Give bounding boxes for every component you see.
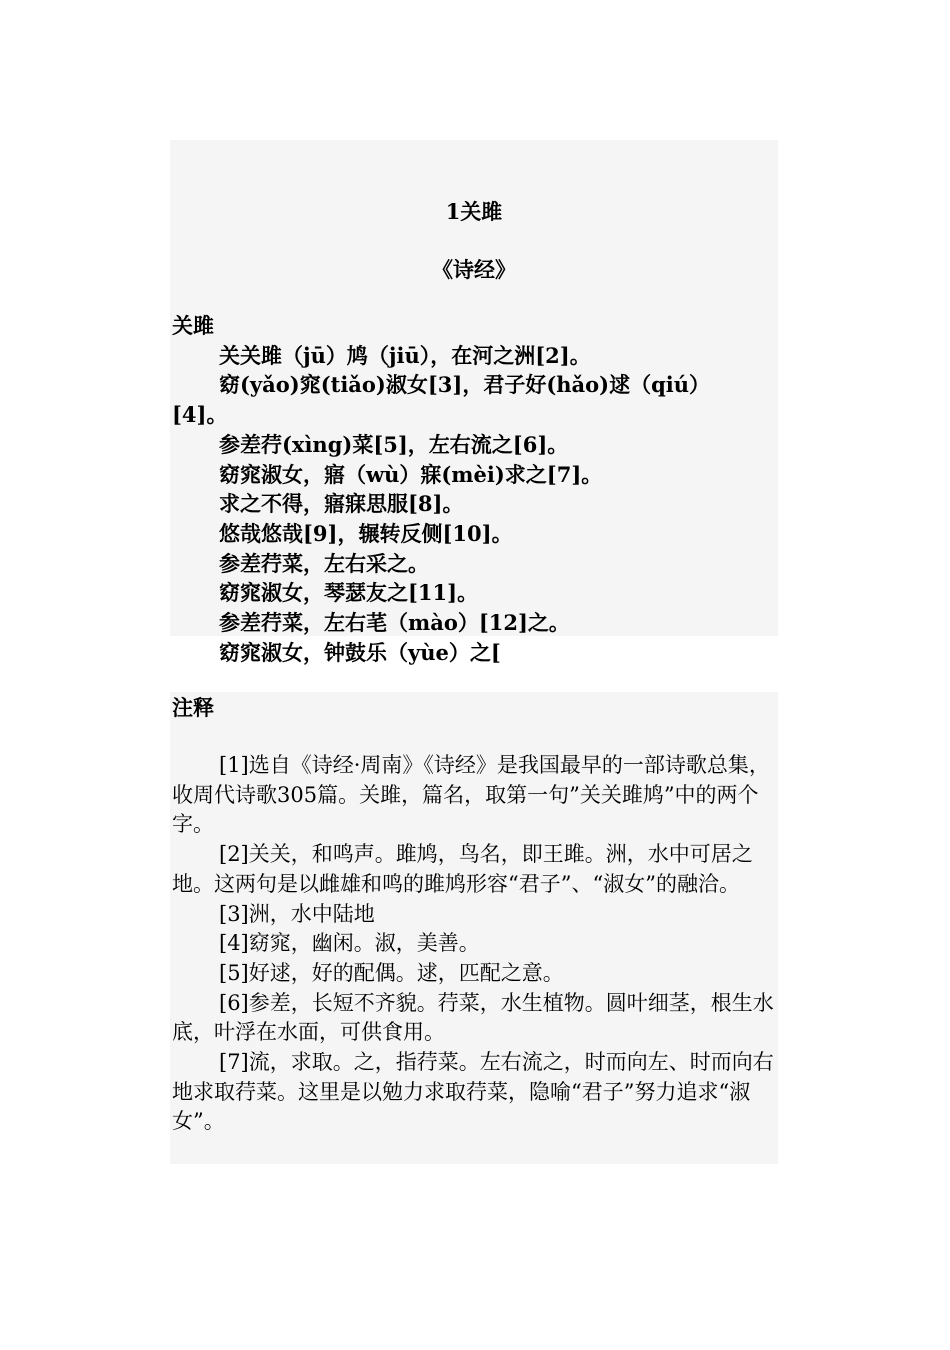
note-item: [2]关关，和鸣声。雎鸠，鸟名，即王雎。洲，水中可居之地。这两句是以雌雄和鸣的雎鸠形容“君子”、“淑女”的融洽。 <box>172 842 753 896</box>
poem-source: 《诗经》 <box>432 257 516 282</box>
poem-line: 参差荇菜，左右芼（mào）[12]之。 <box>219 610 570 636</box>
poem-line: 窈(yǎo)窕(tiǎo)淑女[3]，君子好(hǎo)逑（qiú） <box>219 372 711 398</box>
notes-body <box>172 751 778 1137</box>
poem-line: 参差荇菜，左右采之。 <box>219 550 429 576</box>
page-title: 1关雎 <box>445 199 503 224</box>
poem-heading: 关雎 <box>172 313 214 338</box>
note-item: [4]窈窕，幽闲。淑，美善。 <box>219 931 480 956</box>
poem-line: 关关雎（jū）鸠（jiū），在河之洲[2]。 <box>219 342 591 368</box>
poem-line: 悠哉悠哉[9]，辗转反侧[10]。 <box>219 520 513 546</box>
note-item: [5]好逑，好的配偶。逑，匹配之意。 <box>219 960 564 985</box>
notes-heading: 注释 <box>172 695 214 720</box>
note-item: [7]流，求取。之，指荇菜。左右流之，时而向左、时而向右地求取荇菜。这里是以勉力求取荇菜，隐喻“君子”努力追求“淑女”。 <box>172 1050 774 1134</box>
poem-body <box>172 311 778 667</box>
note-item: [6]参差，长短不齐貌。荇菜，水生植物。圆叶细茎，根生水底，叶浮在水面，可供食用。 <box>172 990 774 1045</box>
poem-line: 窈窕淑女，寤（wù）寐(mèi)求之[7]。 <box>219 461 603 487</box>
poem-line: 窈窕淑女，琴瑟友之[11]。 <box>219 580 479 606</box>
note-item: [1]选自《诗经·周南》《诗经》是我国最早的一部诗歌总集，收周代诗歌305篇。关雎，篇名，取第一句”关关雎鸠”中的两个字。 <box>172 753 770 837</box>
poem-line: [4]。 <box>172 402 228 428</box>
poem-line: 参差荇(xìng)菜[5]，左右流之[6]。 <box>219 431 569 457</box>
poem-line: 窈窕淑女，钟鼓乐（yùe）之[ <box>219 639 501 665</box>
note-item: [3]洲，水中陆地 <box>219 901 375 926</box>
poem-line: 求之不得，寤寐思服[8]。 <box>219 491 464 517</box>
